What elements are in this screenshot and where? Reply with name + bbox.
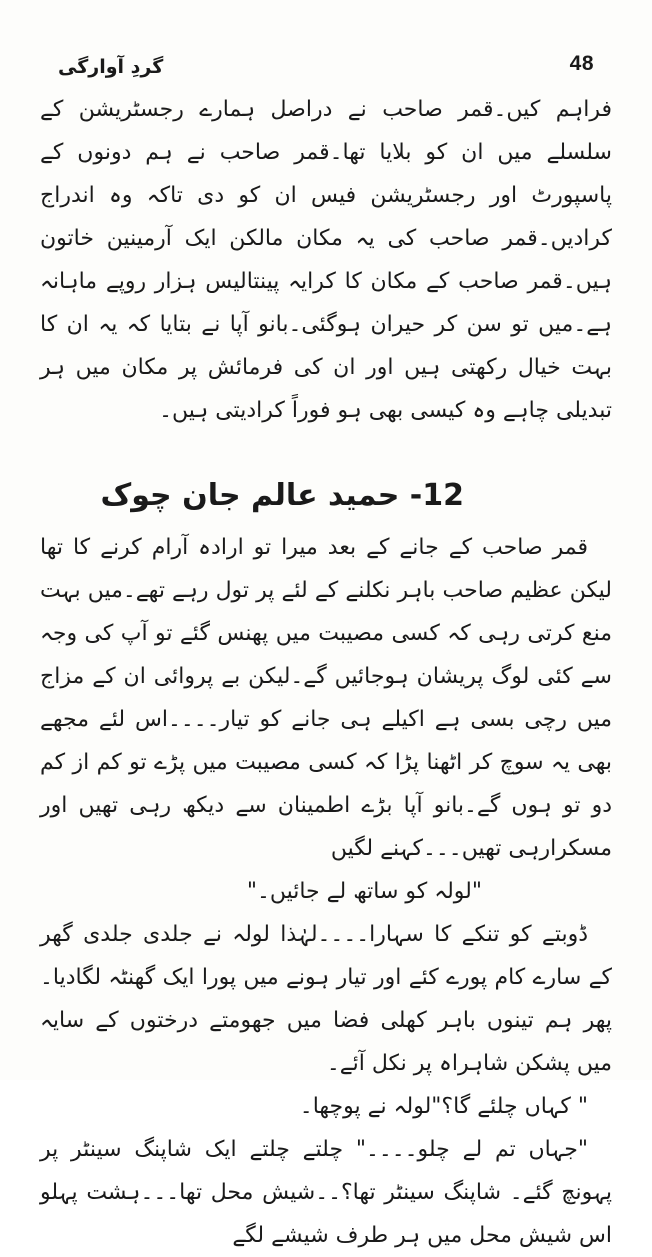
page-number: 48: [569, 52, 594, 75]
quote-line: "لولہ کو ساتھ لے جائیں۔": [246, 879, 482, 904]
paragraph: قمر صاحب کے جانے کے بعد میرا تو ارادہ آرام کرنے کا تھا لیکن عظیم صاحب باہر نکلنے کے لئے پر تول رہے تھے۔میں بہت منع کرتی رہی کہ کسی مصیبت میں پھنس گئے تو آپ کی وجہ سے کئی لوگ پریشان ہوجائیں گے۔لیکن بے پروائی ان کے مزاج میں رچی بسی ہے اکیلے ہی جانے کو تیار۔۔۔۔اس لئے مجھے بھی یہ سوچ کر اٹھنا پڑا کہ کسی مصیبت میں پڑے تو کم از کم دو تو ہوں گے۔بانو آپا بڑے اطمینان سے دیکھ رہی تھیں اور مسکرارہی تھیں۔۔۔کہنے لگیں: [40, 535, 612, 861]
running-title: گردِ آوارگی: [58, 56, 164, 78]
paragraph: ڈوبتے کو تنکے کا سہارا۔۔۔۔لہٰذا لولہ نے جلدی جلدی گھر کے سارے کام پورے کئے اور تیار ہونے میں پورا ایک گھنٹہ لگادیا۔پھر ہم تینوں باہر کھلی فضا میں جھومتے درختوں کے سایہ میں پشکن شاہراہ پر نکل آئے۔: [40, 922, 612, 1076]
paragraph-continuation: فراہم کیں۔قمر صاحب نے دراصل ہمارے رجسٹریشن کے سلسلے میں ان کو بلایا تھا۔قمر صاحب نے ہم دونوں کے پاسپورٹ اور رجسٹریشن فیس ان کو دی تاکہ وہ اندراج کرادیں۔قمر صاحب کی یہ مکان مالکن ایک آرمینین خاتون ہیں۔قمر صاحب کے مکان کا کرایہ پینتالیس ہزار روپے ماہانہ ہے۔میں تو سن کر حیران ہوگئی۔بانو آپا نے بتایا کہ یہ ان کا بہت خیال رکھتی ہیں اور ان کی فرمائش پر مکان میں ہر تبدیلی چاہے وہ کیسی بھی ہو فوراً کرادیتی ہیں۔: [40, 97, 612, 423]
dialogue-line: " کہاں چلئے گا؟"لولہ نے پوچھا۔: [299, 1094, 588, 1119]
dialogue-line: "جہاں تم لے چلو۔۔۔۔" چلتے چلتے ایک شاپنگ سینٹر پر پہونچ گئے۔ شاپنگ سینٹر تھا؟۔۔شیش محل تھا۔۔۔ہشت پہلو اس شیش محل میں ہر طرف شیشے لگے: [40, 1137, 612, 1248]
page-header: [28, 52, 624, 86]
chapter-heading: 12- حمید عالم جان چوک: [100, 478, 464, 513]
page-body: [40, 88, 612, 1257]
